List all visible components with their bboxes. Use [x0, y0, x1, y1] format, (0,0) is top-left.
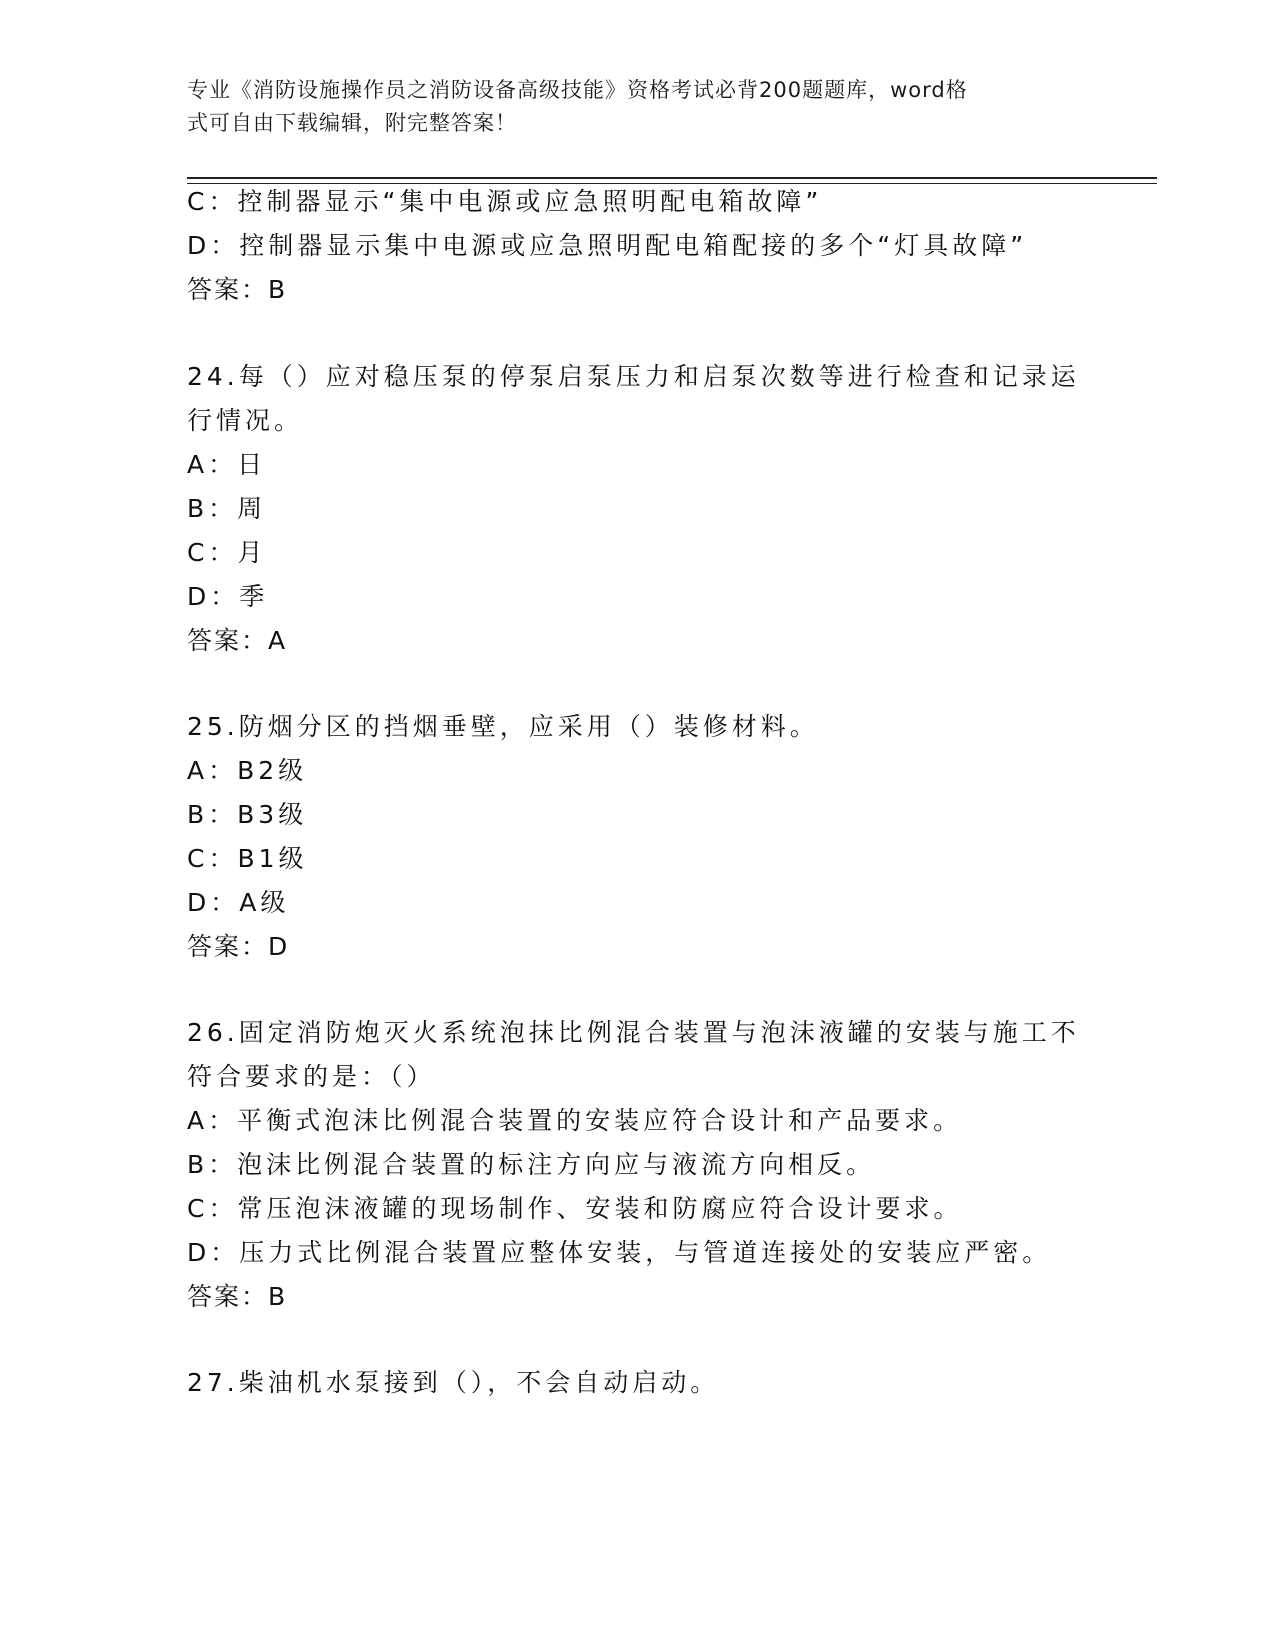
q25-option-d: D：A级 — [187, 888, 290, 917]
q25-option-a: A：B2级 — [187, 756, 308, 785]
q26-option-c: C：常压泡沫液罐的现场制作、安装和防腐应符合设计要求。 — [187, 1194, 963, 1223]
q27-stem-line-1: 27.柴油机水泵接到（），不会自动启动。 — [187, 1368, 720, 1397]
page-header — [187, 74, 1067, 140]
header-divider-thick — [187, 177, 1157, 179]
q24-stem-line-2: 行情况。 — [187, 406, 304, 435]
q24-option-c: C：月 — [187, 538, 267, 567]
q24-stem-line-1: 24.每（）应对稳压泵的停泵启泵压力和启泵次数等进行检查和记录运 — [187, 362, 1080, 391]
q23-option-c: C：控制器显示“集中电源或应急照明配电箱故障” — [187, 187, 823, 216]
q24-answer: 答案：A — [187, 626, 288, 655]
q26-stem-line-2: 符合要求的是：（） — [187, 1062, 436, 1091]
q26-stem-line-1: 26.固定消防炮灭火系统泡抹比例混合装置与泡沫液罐的安装与施工不 — [187, 1018, 1080, 1047]
q25-option-c: C：B1级 — [187, 844, 308, 873]
q24-option-d: D：季 — [187, 582, 269, 611]
q25-option-b: B：B3级 — [187, 800, 308, 829]
q26-option-b: B：泡沫比例混合装置的标注方向应与液流方向相反。 — [187, 1150, 876, 1179]
q23-option-d: D：控制器显示集中电源或应急照明配电箱配接的多个“灯具故障” — [187, 231, 1028, 260]
q23-answer: 答案：B — [187, 275, 288, 304]
q25-answer: 答案：D — [187, 932, 290, 961]
q26-option-d: D：压力式比例混合装置应整体安装，与管道连接处的安装应严密。 — [187, 1238, 1052, 1267]
header-line-2: 式可自由下载编辑，附完整答案！ — [187, 111, 517, 135]
q25-stem-line-1: 25.防烟分区的挡烟垂壁，应采用（）装修材料。 — [187, 712, 819, 741]
q26-option-a: A：平衡式泡沫比例混合装置的安装应符合设计和产品要求。 — [187, 1106, 963, 1135]
q26-answer: 答案：B — [187, 1282, 288, 1311]
header-line-1: 专业《消防设施操作员之消防设备高级技能》资格考试必背200题题库，word格 — [187, 78, 968, 102]
q24-option-b: B：周 — [187, 494, 267, 523]
q24-option-a: A：日 — [187, 450, 267, 479]
